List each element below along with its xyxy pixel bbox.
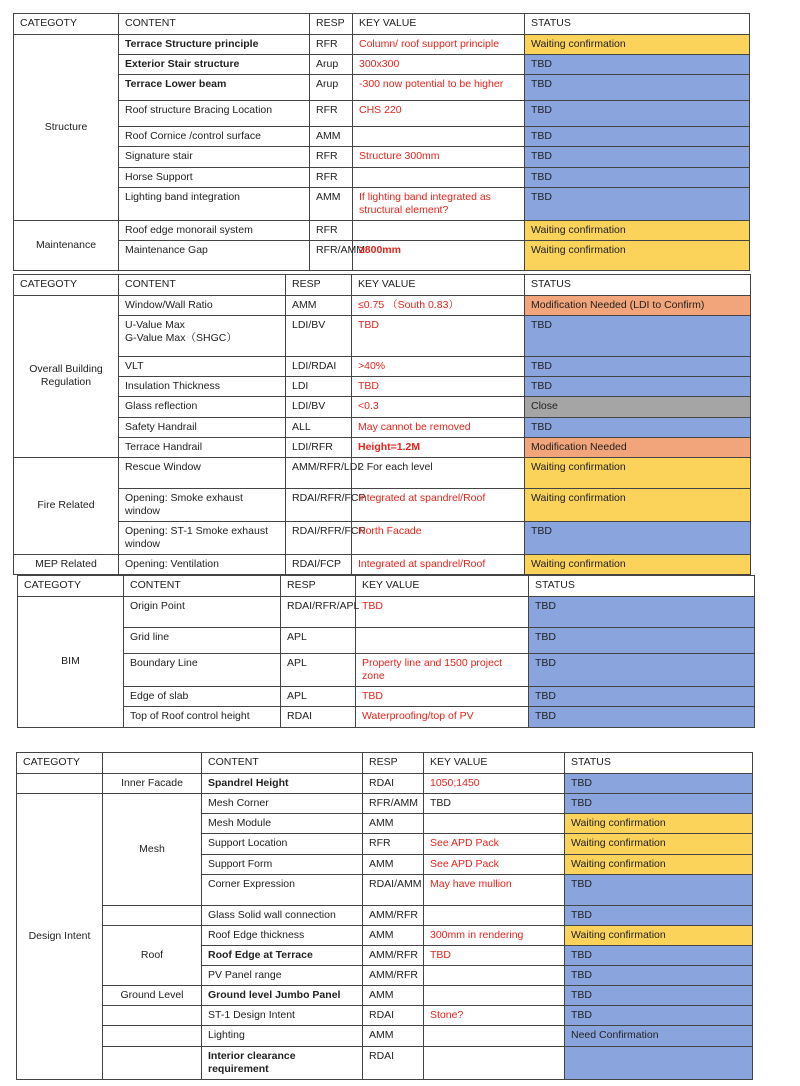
- table-row: [17, 925, 753, 945]
- key-value-cell: 2 For each level: [352, 457, 525, 488]
- subcategory-cell: Mesh: [103, 794, 202, 906]
- status-cell: TBD: [525, 377, 751, 397]
- table-row: [14, 167, 750, 187]
- resp-cell: AMM: [363, 986, 424, 1006]
- header-content: CONTENT: [202, 753, 363, 774]
- content-cell: Opening: Ventilation: [119, 555, 286, 575]
- key-value-cell: [353, 167, 525, 187]
- key-value-cell: [353, 220, 525, 240]
- resp-cell: LDI/BV: [286, 316, 352, 357]
- content-cell: Spandrel Height: [202, 774, 363, 794]
- table-row: [14, 437, 751, 457]
- status-cell: Modification Needed (LDI to Confirm): [525, 296, 751, 316]
- table-row: [14, 187, 750, 220]
- status-cell: Waiting confirmation: [525, 488, 751, 521]
- table-row: [14, 316, 751, 357]
- content-cell: Terrace Lower beam: [119, 75, 310, 101]
- status-cell: TBD: [529, 707, 755, 727]
- content-cell: Window/Wall Ratio: [119, 296, 286, 316]
- category-cell: Structure: [14, 35, 119, 221]
- table-row: [17, 794, 753, 814]
- resp-cell: AMM: [363, 814, 424, 834]
- status-cell: TBD: [565, 874, 753, 905]
- key-value-cell: Integrated at spandrel/Roof: [352, 488, 525, 521]
- resp-cell: RDAI: [281, 707, 356, 727]
- resp-cell: RDAI/AMM: [363, 874, 424, 905]
- status-cell: Modification Needed: [525, 437, 751, 457]
- header-status: STATUS: [525, 275, 751, 296]
- key-value-cell: [353, 127, 525, 147]
- resp-cell: RFR/AMM: [310, 241, 353, 271]
- content-cell: Mesh Module: [202, 814, 363, 834]
- category-cell: BIM: [18, 597, 124, 728]
- content-cell: Origin Point: [124, 597, 281, 628]
- header-subcategory: [103, 753, 202, 774]
- table-row: [17, 905, 753, 925]
- content-cell: PV Panel range: [202, 966, 363, 986]
- resp-cell: APL: [281, 654, 356, 687]
- status-cell: TBD: [525, 55, 750, 75]
- header-resp: RESP: [310, 14, 353, 35]
- status-cell: TBD: [525, 316, 751, 357]
- key-value-cell: North Facade: [352, 522, 525, 555]
- key-value-cell: Property line and 1500 project zone: [356, 654, 529, 687]
- status-cell: TBD: [525, 187, 750, 220]
- status-cell: TBD: [565, 1006, 753, 1026]
- table-row: [14, 147, 750, 167]
- status-cell: Waiting confirmation: [525, 241, 750, 271]
- table-row: [18, 654, 755, 687]
- content-cell: Boundary Line: [124, 654, 281, 687]
- resp-cell: LDI/RDAI: [286, 357, 352, 377]
- header-category: CATEGOTY: [14, 14, 119, 35]
- table-row: [17, 1046, 753, 1079]
- status-cell: Waiting confirmation: [565, 854, 753, 874]
- key-value-cell: CHS 220: [353, 101, 525, 127]
- status-cell: TBD: [525, 101, 750, 127]
- header-key-value: KEY VALUE: [424, 753, 565, 774]
- header-resp: RESP: [363, 753, 424, 774]
- category-cell-empty: [17, 774, 103, 794]
- resp-cell: AMM/RFR: [363, 966, 424, 986]
- resp-cell: RDAI/RFR/FCP: [286, 522, 352, 555]
- header-category: CATEGOTY: [18, 576, 124, 597]
- content-cell: Top of Roof control height: [124, 707, 281, 727]
- table-row: [17, 986, 753, 1006]
- content-cell: VLT: [119, 357, 286, 377]
- key-value-cell: [424, 986, 565, 1006]
- resp-cell: LDI/RFR: [286, 437, 352, 457]
- key-value-cell: If lighting band integrated as structural element?: [353, 187, 525, 220]
- content-cell: Lighting: [202, 1026, 363, 1046]
- structure-table: [13, 13, 750, 271]
- status-cell: TBD: [525, 127, 750, 147]
- content-cell: Terrace Handrail: [119, 437, 286, 457]
- content-cell: Support Form: [202, 854, 363, 874]
- table-row: [17, 1026, 753, 1046]
- content-cell: Lighting band integration: [119, 187, 310, 220]
- category-cell: Fire Related: [14, 457, 119, 555]
- key-value-cell: >40%: [352, 357, 525, 377]
- status-cell: TBD: [565, 774, 753, 794]
- resp-cell: LDI: [286, 377, 352, 397]
- table-row: [14, 127, 750, 147]
- header-resp: RESP: [286, 275, 352, 296]
- resp-cell: AMM/RFR/LDI: [286, 457, 352, 488]
- design-intent-table: [16, 752, 753, 1080]
- content-cell: Opening: Smoke exhaust window: [119, 488, 286, 521]
- table-row: [14, 488, 751, 521]
- table-row: [14, 101, 750, 127]
- key-value-cell: [424, 814, 565, 834]
- resp-cell: RDAI: [363, 1046, 424, 1079]
- content-cell: Glass Solid wall connection: [202, 905, 363, 925]
- resp-cell: AMM/RFR: [363, 905, 424, 925]
- resp-cell: RFR/AMM: [363, 794, 424, 814]
- key-value-cell: [424, 905, 565, 925]
- key-value-cell: See APD Pack: [424, 854, 565, 874]
- header-key-value: KEY VALUE: [353, 14, 525, 35]
- table-row: [17, 1006, 753, 1026]
- content-cell: Roof structure Bracing Location: [119, 101, 310, 127]
- resp-cell: RFR: [363, 834, 424, 854]
- resp-cell: RDAI: [363, 1006, 424, 1026]
- key-value-cell: Integrated at spandrel/Roof: [352, 555, 525, 575]
- resp-cell: RFR: [310, 147, 353, 167]
- content-cell: Edge of slab: [124, 687, 281, 707]
- content-cell: Exterior Stair structure: [119, 55, 310, 75]
- key-value-cell: TBD: [352, 377, 525, 397]
- key-value-cell: Height=1.2M: [352, 437, 525, 457]
- status-cell: TBD: [565, 794, 753, 814]
- header-content: CONTENT: [119, 275, 286, 296]
- status-cell: TBD: [525, 167, 750, 187]
- key-value-cell: ≥800mm: [353, 241, 525, 271]
- key-value-cell: <0.3: [352, 397, 525, 417]
- status-cell: [565, 1046, 753, 1079]
- subcategory-cell: Ground Level: [103, 986, 202, 1006]
- table-row: [17, 774, 753, 794]
- table-row: [14, 522, 751, 555]
- key-value-cell: [424, 1026, 565, 1046]
- status-cell: Waiting confirmation: [525, 35, 750, 55]
- resp-cell: ALL: [286, 417, 352, 437]
- resp-cell: AMM: [310, 187, 353, 220]
- status-cell: Need Confirmation: [565, 1026, 753, 1046]
- resp-cell: LDI/BV: [286, 397, 352, 417]
- header-category: CATEGOTY: [17, 753, 103, 774]
- subcategory-cell-empty: [103, 905, 202, 925]
- resp-cell: RDAI: [363, 774, 424, 794]
- content-cell: Safety Handrail: [119, 417, 286, 437]
- resp-cell: RFR: [310, 220, 353, 240]
- resp-cell: Arup: [310, 75, 353, 101]
- key-value-cell: TBD: [352, 316, 525, 357]
- resp-cell: APL: [281, 628, 356, 654]
- resp-cell: AMM: [286, 296, 352, 316]
- key-value-cell: [424, 966, 565, 986]
- key-value-cell: [424, 1046, 565, 1079]
- status-cell: Waiting confirmation: [525, 555, 751, 575]
- key-value-cell: Structure 300mm: [353, 147, 525, 167]
- resp-cell: AMM/RFR: [363, 945, 424, 965]
- content-cell: Opening: ST-1 Smoke exhaust window: [119, 522, 286, 555]
- key-value-cell: TBD: [356, 687, 529, 707]
- table-row: [14, 241, 750, 271]
- resp-cell: AMM: [363, 1026, 424, 1046]
- header-category: CATEGOTY: [14, 275, 119, 296]
- key-value-cell: 1050;1450: [424, 774, 565, 794]
- category-cell: Design Intent: [17, 794, 103, 1080]
- content-cell: Roof edge monorail system: [119, 220, 310, 240]
- table-row: [18, 628, 755, 654]
- resp-cell: RFR: [310, 101, 353, 127]
- status-cell: TBD: [529, 687, 755, 707]
- table-row: [14, 377, 751, 397]
- regulation-table: [13, 274, 751, 575]
- key-value-cell: TBD: [356, 597, 529, 628]
- category-cell: Overall Building Regulation: [14, 296, 119, 458]
- key-value-cell: Column/ roof support principle: [353, 35, 525, 55]
- header-status: STATUS: [529, 576, 755, 597]
- content-cell: Roof Cornice /control surface: [119, 127, 310, 147]
- content-cell: Roof Edge thickness: [202, 925, 363, 945]
- status-cell: TBD: [565, 966, 753, 986]
- resp-cell: RDAI/RFR/FCP: [286, 488, 352, 521]
- subcategory-cell-empty: [103, 1006, 202, 1026]
- content-cell: Glass reflection: [119, 397, 286, 417]
- content-line: U-Value Max: [125, 319, 185, 332]
- table-row: [18, 707, 755, 727]
- status-cell: Waiting confirmation: [525, 220, 750, 240]
- resp-cell: Arup: [310, 55, 353, 75]
- content-cell: Corner Expression: [202, 874, 363, 905]
- table-row: [18, 687, 755, 707]
- header-content: CONTENT: [124, 576, 281, 597]
- status-cell: TBD: [525, 522, 751, 555]
- content-cell: Signature stair: [119, 147, 310, 167]
- table-row: [14, 55, 750, 75]
- resp-cell: RFR: [310, 35, 353, 55]
- key-value-cell: [356, 628, 529, 654]
- table-row: [14, 220, 750, 240]
- status-cell: TBD: [525, 75, 750, 101]
- table-row: [14, 35, 750, 55]
- status-cell: TBD: [565, 905, 753, 925]
- subcategory-cell-empty: [103, 1046, 202, 1079]
- table-row: [14, 555, 751, 575]
- header-resp: RESP: [281, 576, 356, 597]
- table-row: [14, 75, 750, 101]
- table-row: [14, 397, 751, 417]
- status-cell: Waiting confirmation: [525, 457, 751, 488]
- resp-cell: AMM: [310, 127, 353, 147]
- resp-cell: RFR: [310, 167, 353, 187]
- key-value-cell: -300 now potential to be higher: [353, 75, 525, 101]
- table-row: [14, 296, 751, 316]
- subcategory-cell-empty: [103, 1026, 202, 1046]
- content-cell: Support Location: [202, 834, 363, 854]
- status-cell: TBD: [525, 417, 751, 437]
- resp-cell: RDAI/RFR/APL: [281, 597, 356, 628]
- resp-cell: RDAI/FCP: [286, 555, 352, 575]
- header-content: CONTENT: [119, 14, 310, 35]
- key-value-cell: Stone?: [424, 1006, 565, 1026]
- status-cell: Waiting confirmation: [565, 814, 753, 834]
- header-status: STATUS: [565, 753, 753, 774]
- header-key-value: KEY VALUE: [356, 576, 529, 597]
- key-value-cell: 300mm in rendering: [424, 925, 565, 945]
- key-value-cell: Waterproofing/top of PV: [356, 707, 529, 727]
- category-cell: Maintenance: [14, 220, 119, 270]
- status-cell: Waiting confirmation: [565, 925, 753, 945]
- subcategory-cell: Roof: [103, 925, 202, 985]
- resp-cell: AMM: [363, 925, 424, 945]
- table-row: [18, 597, 755, 628]
- status-cell: TBD: [529, 628, 755, 654]
- category-cell: MEP Related: [14, 555, 119, 575]
- content-cell: Interior clearance requirement: [202, 1046, 363, 1079]
- subcategory-cell: Inner Facade: [103, 774, 202, 794]
- key-value-cell: May have mullion: [424, 874, 565, 905]
- table-row: [14, 417, 751, 437]
- content-cell: Rescue Window: [119, 457, 286, 488]
- status-cell: TBD: [525, 357, 751, 377]
- key-value-cell: See APD Pack: [424, 834, 565, 854]
- content-cell: Insulation Thickness: [119, 377, 286, 397]
- resp-cell: AMM: [363, 854, 424, 874]
- content-cell: ST-1 Design Intent: [202, 1006, 363, 1026]
- key-value-cell: 300x300: [353, 55, 525, 75]
- header-status: STATUS: [525, 14, 750, 35]
- content-cell: [119, 316, 286, 357]
- content-cell: Horse Support: [119, 167, 310, 187]
- key-value-cell: ≤0.75 （South 0.83）: [352, 296, 525, 316]
- status-cell: TBD: [565, 945, 753, 965]
- table-row: [14, 357, 751, 377]
- status-cell: Close: [525, 397, 751, 417]
- status-cell: Waiting confirmation: [565, 834, 753, 854]
- content-cell: Grid line: [124, 628, 281, 654]
- content-cell: Roof Edge at Terrace: [202, 945, 363, 965]
- bim-table: [17, 575, 755, 728]
- content-line: G-Value Max（SHGC）: [125, 332, 237, 345]
- key-value-cell: TBD: [424, 945, 565, 965]
- content-cell: Maintenance Gap: [119, 241, 310, 271]
- content-cell: Terrace Structure principle: [119, 35, 310, 55]
- table-row: [14, 457, 751, 488]
- content-cell: Mesh Corner: [202, 794, 363, 814]
- status-cell: TBD: [529, 597, 755, 628]
- status-cell: TBD: [529, 654, 755, 687]
- key-value-cell: May cannot be removed: [352, 417, 525, 437]
- status-cell: TBD: [565, 986, 753, 1006]
- key-value-cell: TBD: [424, 794, 565, 814]
- status-cell: TBD: [525, 147, 750, 167]
- header-key-value: KEY VALUE: [352, 275, 525, 296]
- content-cell: Ground level Jumbo Panel: [202, 986, 363, 1006]
- resp-cell: APL: [281, 687, 356, 707]
